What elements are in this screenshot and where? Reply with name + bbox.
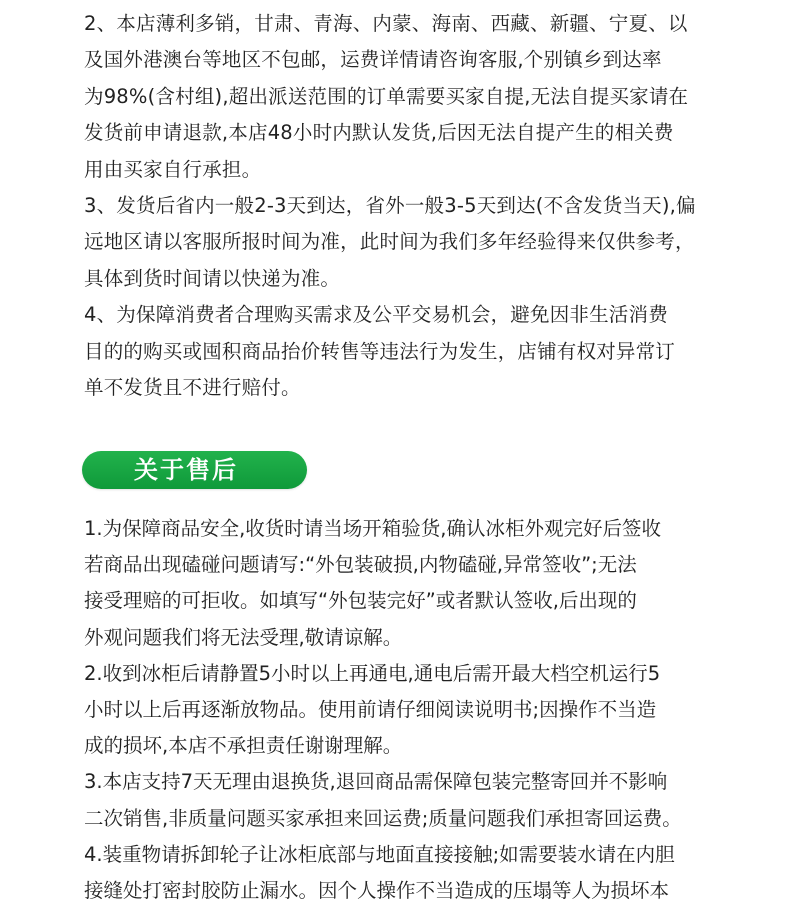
after-sales-line: 4.装重物请拆卸轮子让冰柜底部与地面直接接触;如需要装水请在内胆 [84, 842, 675, 866]
after-sales-notes [84, 511, 734, 909]
after-sales-line: 二次销售,非质量问题买家承担来回运费;质量问题我们承担寄回运费。 [84, 806, 682, 830]
shipping-note-line: 发货前申请退款,本店48小时内默认发货,后因无法自提产生的相关费 [84, 121, 674, 145]
shipping-note-line: 及国外港澳台等地区不包邮，运费详情请咨询客服,个别镇乡到达率 [84, 48, 662, 72]
after-sales-line: 小时以上后再逐渐放物品。使用前请仔细阅读说明书;因操作不当造 [84, 697, 657, 721]
shipping-note-line: 具体到货时间请以快递为准。 [84, 266, 341, 290]
after-sales-line: 2.收到冰柜后请静置5小时以上再通电,通电后需开最大档空机运行5 [84, 661, 661, 685]
after-sales-line: 3.本店支持7天无理由退换货,退回商品需保障包装完整寄回并不影响 [84, 770, 668, 794]
shipping-note-line: 用由买家自行承担。 [84, 157, 262, 181]
shipping-note-line: 目的的购买或囤积商品抬价转售等违法行为发生，店铺有权对异常订 [84, 339, 676, 363]
after-sales-line: 成的损坏,本店不承担责任谢谢理解。 [84, 734, 403, 758]
shipping-note-line: 3、发货后省内一般2-3天到达，省外一般3-5天到达(不含发货当天),偏 [84, 193, 696, 217]
after-sales-line: 接缝处打密封胶防止漏水。因个人操作不当造成的压塌等人为损坏本 [84, 878, 670, 902]
after-sales-line: 1.为保障商品安全,收货时请当场开箱验货,确认冰柜外观完好后签收 [84, 517, 662, 540]
after-sales-section-badge [82, 451, 307, 489]
after-sales-line: 接受理赔的可拒收。如填写“外包装完好”或者默认签收,后出现的 [84, 589, 637, 613]
shipping-note-line: 远地区请以客服所报时间为准，此时间为我们多年经验得来仅供参考， [84, 230, 695, 254]
after-sales-line: 若商品出现磕碰问题请写:“外包装破损,内物磕碰,异常签收”;无法 [84, 553, 637, 577]
shipping-note-line: 单不发货且不进行赔付。 [84, 375, 301, 399]
shipping-note-line: 2、本店薄利多销，甘肃、青海、内蒙、海南、西藏、新疆、宁夏、以 [84, 12, 688, 35]
after-sales-line: 外观问题我们将无法受理,敬请谅解。 [84, 625, 403, 649]
after-sales-section-title: 关于售后 [134, 456, 238, 484]
shipping-notes [84, 6, 734, 406]
shipping-note-line: 为98%(含村组),超出派送范围的订单需要买家自提,无法自提买家请在 [84, 84, 689, 108]
shipping-note-line: 4、为保障消费者合理购买需求及公平交易机会，避免因非生活消费 [84, 303, 668, 327]
